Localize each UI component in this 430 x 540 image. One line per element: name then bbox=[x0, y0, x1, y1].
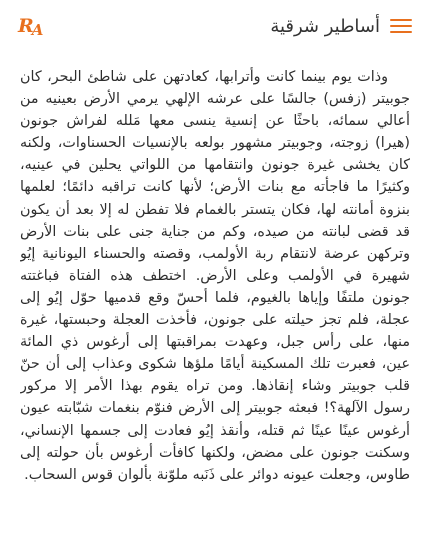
title-group bbox=[270, 16, 412, 37]
page-title: أساطير شرقية bbox=[270, 15, 380, 37]
app-logo[interactable] bbox=[18, 14, 44, 39]
logo-letter: R bbox=[18, 14, 34, 37]
app-bar bbox=[0, 0, 430, 52]
article-content[interactable] bbox=[20, 66, 410, 536]
logo-letter: A bbox=[31, 20, 44, 39]
menu-line bbox=[390, 31, 412, 33]
menu-line bbox=[390, 25, 412, 27]
menu-line bbox=[390, 19, 412, 21]
article-paragraph: وذات يوم بينما كانت وأترابها، كعادتهن على شاطئ البحر، كان جوبيتر (زفس) جالسًا على عرشه الإلهي يرمي الأرض بعينيه من أعالي سمائه، باحثًا عن إنسية ينسى معها مَلله لفراش جونون (هيرا) زوجته، وجوبيتر مشهور بولعه بالإنسيات الحسناوات، ولكنه كان يخشى غيرة جونون وانتقامها من اللواتي يحلين في عينيه، وكثيرًا ما فاجأته مع بنات الأرض؛ لأنها كانت تراقبه دائمًا؛ لعلمها بنزوة أمانته لها، فكان يتستر بالغمام فلا تفطن له إلا بعد أن يكون قد قضى لبانته من صيده، وكم من جناية جنى على بنات الأرض وتركهن عرضة لانتقام ربة الأولمب، وقصته والحسناء اليونانية إيُو شهيرة في الأولمب وعلى الأرض. اختطف هذه الفتاة فباغتته جونون ملتفًا وإياها بالغيوم، فلما أحسّ وقع قدميها حوّل إيُو إلى عجلة، فلم تجز حيلته على جونون، فأخذت العجلة وحبستها، غيرة منها، على رأس جبل، وعهدت بمراقبتها إلى أرغوس ذي المائة عين، فعبرت تلك المسكينة أيامًا ملؤها شكوى وعذاب إلى أن حنّ قلب جوبيتر وشاء إنقاذها. ومن تراه يقوم بهذا الأمر إلا مركور رسول الآلهة؟! فبعثه جوبيتر إلى الأرض فنوّم بنغمات شبّابته عيون أرغوس عينًا عينًا ثم قتله، وأنقذ إيُو فعادت إلى جسمها الإنساني، وسكنت جونون على مضض، ولكنها كافأت أرغوس بأن حولته إلى طاوس، وجعلت عيونه دوائر على ذَنَبه ملوّنة بألوان قوس السحاب. bbox=[20, 69, 410, 483]
hamburger-menu-icon[interactable] bbox=[390, 17, 412, 35]
